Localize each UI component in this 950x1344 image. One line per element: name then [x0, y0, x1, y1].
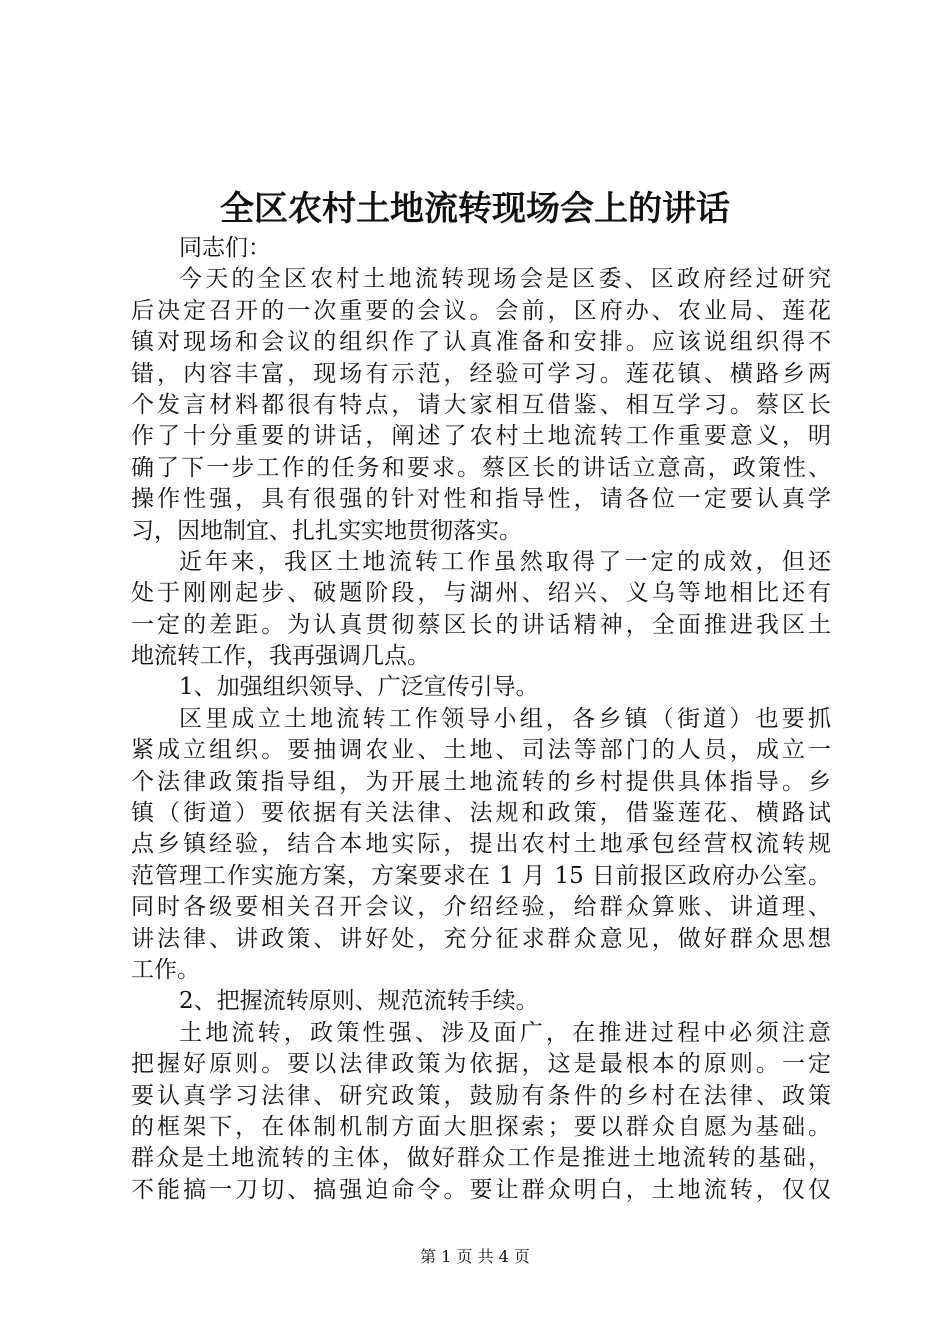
text-line: 镇（街道）要依据有关法律、法规和政策，借鉴莲花、横路试 [131, 800, 831, 827]
text-line: 工作。 [131, 956, 200, 983]
text-line: 2、把握流转原则、规范流转手续。 [179, 988, 539, 1015]
text-line: 紧成立组织。要抽调农业、土地、司法等部门的人员，成立一 [131, 737, 831, 764]
text-line: 要认真学习法律、研究政策，鼓励有条件的乡村在法律、政策 [131, 1082, 831, 1109]
text-line: 一定的差距。为认真贯彻蔡区长的讲话精神，全面推进我区土 [131, 611, 831, 638]
text-line: 同时各级要相关召开会议，介绍经验，给群众算账、讲道理、 [131, 894, 831, 921]
text-line: 1、加强组织领导、广泛宣传引导。 [179, 674, 539, 701]
text-line: 操作性强，具有很强的针对性和指导性，请各位一定要认真学 [131, 486, 831, 513]
text-line: 区里成立土地流转工作领导小组，各乡镇（街道）也要抓 [179, 705, 831, 732]
text-line: 后决定召开的一次重要的会议。会前，区府办、农业局、莲花 [131, 297, 831, 324]
text-line: 镇对现场和会议的组织作了认真准备和安排。应该说组织得不 [131, 329, 831, 356]
text-line: 群众是土地流转的主体，做好群众工作是推进土地流转的基础， [131, 1145, 831, 1172]
text-line: 作了十分重要的讲话，阐述了农村土地流转工作重要意义，明 [131, 423, 831, 450]
text-line: 习，因地制宜、扎扎实实地贯彻落实。 [131, 517, 522, 544]
page-footer: 第 1 页 共 4 页 [420, 1247, 530, 1266]
text-line: 处于刚刚起步、破题阶段，与湖州、绍兴、义乌等地相比还有 [131, 580, 831, 607]
text-line: 土地流转，政策性强、涉及面广，在推进过程中必须注意 [179, 1019, 831, 1046]
text-line: 地流转工作，我再强调几点。 [131, 643, 430, 670]
text-line: 确了下一步工作的任务和要求。蔡区长的讲话立意高，政策性、 [131, 454, 831, 481]
text-line: 范管理工作实施方案，方案要求在 1 月 15 日前报区政府办公室。 [131, 862, 831, 889]
text-line: 个法律政策指导组，为开展土地流转的乡村提供具体指导。乡 [131, 768, 831, 795]
text-line: 今天的全区农村土地流转现场会是区委、区政府经过研究 [179, 266, 831, 293]
document-body [131, 233, 831, 1206]
text-line: 把握好原则。要以法律政策为依据，这是最根本的原则。一定 [131, 1051, 831, 1078]
text-line: 的框架下，在体制机制方面大胆探索；要以群众自愿为基础。 [131, 1113, 831, 1140]
text-line: 个发言材料都很有特点，请大家相互借鉴、相互学习。蔡区长 [131, 391, 831, 418]
text-line: 讲法律、讲政策、讲好处，充分征求群众意见，做好群众思想 [131, 925, 831, 952]
page-title: 全区农村土地流转现场会上的讲话 [220, 189, 730, 229]
text-line: 同志们： [179, 235, 271, 261]
text-line: 错，内容丰富，现场有示范，经验可学习。莲花镇、横路乡两 [131, 360, 831, 387]
text-line: 不能搞一刀切、搞强迫命令。要让群众明白，土地流转，仅仅 [131, 1176, 831, 1203]
text-line: 近年来，我区土地流转工作虽然取得了一定的成效，但还 [179, 548, 831, 575]
text-line: 点乡镇经验，结合本地实际，提出农村土地承包经营权流转规 [131, 831, 831, 858]
